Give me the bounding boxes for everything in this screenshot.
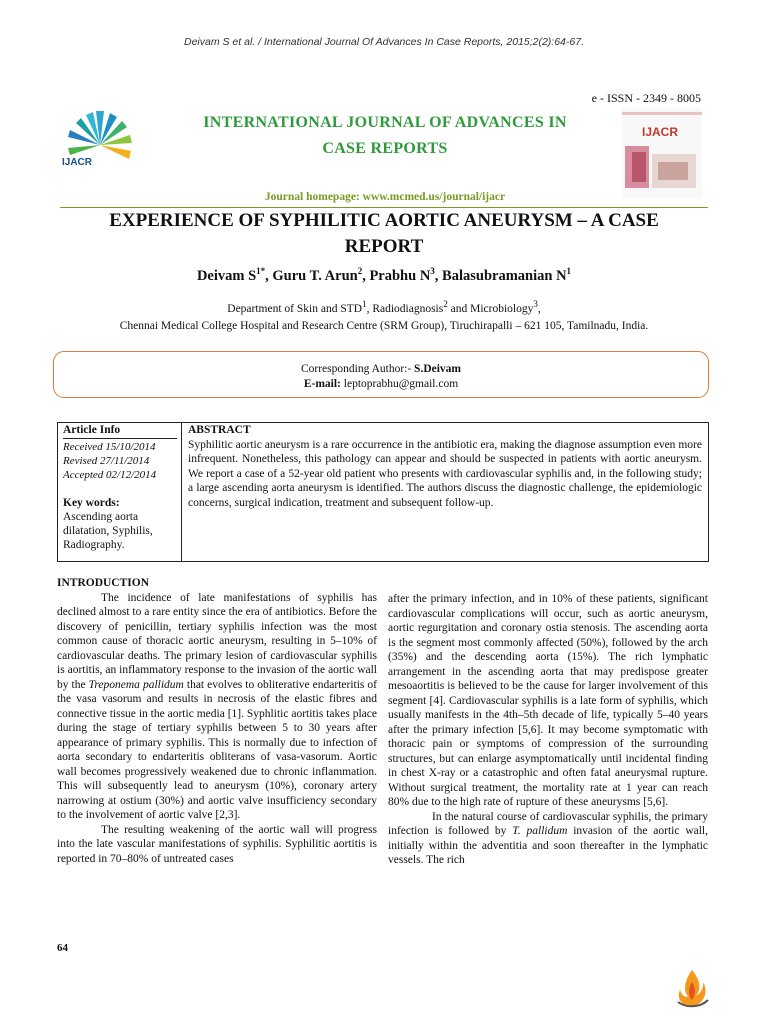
abstract-heading: ABSTRACT bbox=[188, 424, 251, 436]
affiliation-marker: 3 bbox=[533, 299, 538, 310]
affiliation-marker: 2 bbox=[443, 299, 448, 310]
author-name: Prabhu N bbox=[369, 268, 431, 284]
affiliation-text: , Radiodiagnosis bbox=[366, 303, 444, 315]
affiliations bbox=[60, 301, 708, 335]
affiliation-marker: 1 bbox=[362, 299, 367, 310]
italic-term: T. pallidum bbox=[512, 825, 568, 837]
author-affiliation-marker: 2 bbox=[357, 266, 363, 277]
journal-logo-left bbox=[60, 105, 132, 197]
table-divider bbox=[181, 422, 182, 562]
section-heading-introduction: INTRODUCTION bbox=[57, 577, 150, 589]
issn-number: e - ISSN - 2349 - 8005 bbox=[591, 91, 701, 105]
author-name: Deivam S bbox=[196, 268, 257, 284]
author-name: Guru T. Arun bbox=[272, 268, 358, 284]
abstract-text: Syphilitic aortic aneurysm is a rare occurrence in the antibiotic era, making the diagnose assumption even more infrequent. Nonetheless, this pathology can appear and should be suspected in patients with aortic aneurysm. We report a case of a 52-year old patient who presents with cardiovascular syphilis and, in the following study; a large ascending aorta aneurysm is identified. The authors discuss the diagnostic challenge, the epidemiologic concerns, surgical indication, treatment and subsequent follow-up. bbox=[188, 438, 702, 509]
keywords: Ascending aorta dilatation, Syphilis, Radiography. bbox=[63, 511, 153, 551]
journal-title-line2: CASE REPORTS bbox=[322, 140, 448, 157]
italic-term: Treponema pallidum bbox=[88, 678, 184, 691]
affiliation-text: , bbox=[537, 303, 541, 315]
paragraph: The resulting weakening of the aortic wall will progress into the late vascular manifestations of syphilis. Syphilitic aortitis is reported in 70–80% of untreated cases bbox=[57, 823, 377, 865]
logo-emblem-icon bbox=[60, 105, 132, 197]
paragraph bbox=[388, 810, 708, 868]
body-column-right bbox=[388, 592, 708, 868]
citation-header: Deivam S et al. / International Journal Of Advances In Case Reports, 2015;2(2):64-67. bbox=[184, 36, 584, 48]
accepted-date: Accepted 02/12/2014 bbox=[63, 469, 157, 481]
keywords-label: Key words: bbox=[63, 497, 120, 509]
author-affiliation-marker: 1* bbox=[256, 266, 266, 277]
journal-title-line1: INTERNATIONAL JOURNAL OF ADVANCES IN bbox=[203, 114, 567, 131]
paragraph bbox=[57, 591, 377, 823]
author-list bbox=[60, 268, 708, 285]
author-separator: , bbox=[265, 268, 273, 284]
cover-image-icon bbox=[622, 108, 702, 198]
page-number: 64 bbox=[57, 942, 68, 954]
corresponding-name: S.Deivam bbox=[414, 363, 462, 375]
affiliation-line1 bbox=[60, 301, 708, 318]
journal-homepage-link[interactable]: Journal homepage: www.mcmed.us/journal/ijacr bbox=[264, 191, 506, 203]
author-affiliation-marker: 1 bbox=[566, 266, 572, 277]
author-affiliation-marker: 3 bbox=[430, 266, 435, 277]
paragraph-text: In the natural course of cardiovascular syphilis, the primary infection is followed by bbox=[388, 810, 708, 837]
received-date: Received 15/10/2014 bbox=[63, 441, 156, 453]
paragraph-text: that evolves to obliterative endarteritis of the vasa vasorum and results in necrosis of the elastic fibres and connective tissue in the aortic media [1]. Syphlitic aortitis takes place during the stage of tertiary syphilis between 5 to 30 years after appearance of primary syphilis. This is normally due to infection of aorta secondary to endarteritis obliterans of vasa-vasorum. Aortic wall becomes progressively weakened due to chronic inflammation. This will subsequently lead to aneurysm (10%), coronary artery narrowing at ostium (30%) and aortic valve insufficiency secondary to the involvement of aortic valve [2,3]. bbox=[57, 678, 377, 821]
flame-icon bbox=[672, 966, 712, 1010]
body-column-left bbox=[57, 576, 377, 866]
paper-title bbox=[60, 208, 708, 260]
corresponding-label: Corresponding Author:- bbox=[300, 363, 415, 375]
email-label: E-mail: bbox=[303, 378, 344, 390]
journal-title bbox=[150, 110, 620, 162]
svg-text:IJACR: IJACR bbox=[62, 157, 93, 168]
paper-title-line2: REPORT bbox=[344, 236, 424, 257]
publisher-logo bbox=[672, 966, 712, 1010]
affiliation-line2: Chennai Medical College Hospital and Research Centre (SRM Group), Tiruchirapalli – 621 105, Tamilnadu, India. bbox=[119, 320, 649, 332]
paper-title-line1: EXPERIENCE OF SYPHILITIC AORTIC ANEURYSM – A CASE bbox=[109, 210, 659, 231]
affiliation-text: Department of Skin and STD bbox=[227, 303, 363, 315]
email-address[interactable]: leptoprabhu@gmail.com bbox=[343, 378, 459, 390]
svg-text:IJACR: IJACR bbox=[642, 125, 679, 139]
affiliation-text: and Microbiology bbox=[447, 303, 534, 315]
corresponding-author-line bbox=[53, 362, 709, 377]
revised-date: Revised 27/11/2014 bbox=[63, 455, 150, 467]
paragraph: after the primary infection, and in 10% of these patients, significant cardiovascular complications will occur, such as aortic aneurysm, aortic regurgitation and coronary ostia stenosis. The ascending aorta is the segment most commonly affected (50%), followed by the arch (35%) and the descending aorta (15%). The rich lymphatic arrangement in the ascending aorta that may predispose greater mesoaortitis is believed to be the cause for larger involvement of this segment [4]. Cardiovascular syphilis is a late form of syphilis, which usually manifests in the 4th–5th decade of life, typically 5–40 years after the primary infection [5,6]. It may become symptomatic with thoracic pain or symptoms of compression of the surrounding structures, but can enlarge asymptomatically until incidental finding in chest X-ray or a catastrophic and often fatal aneurysmal rupture. Without surgical treatment, the mortality rate at 1 year can reach 80% due to the high rate of rupture of these aneurysms [5,6]. bbox=[388, 593, 708, 808]
author-separator: , bbox=[362, 268, 370, 284]
author-separator: , bbox=[434, 268, 443, 284]
email-line bbox=[53, 377, 709, 392]
paragraph-text: invasion of the aortic wall, initially within the adventitia and soon thereafter in the lymphatic vessels. The rich bbox=[388, 825, 708, 866]
author-name: Balasubramanian N bbox=[442, 268, 567, 284]
corresponding-author bbox=[53, 362, 709, 392]
abstract-panel bbox=[188, 423, 702, 510]
paragraph-text: The incidence of late manifestations of syphilis has declined almost to a rare entity since the era of antibiotics. Before the discovery of penicillin, tertiary syphilis infection was the most common cause of thoracic aortic aneurysm, resulting in 5–10% of cardiovascular deaths. The primary lesion of cardiovascular syphilis is aortitis, an inflammatory response to the invasion of the aortic wall by the bbox=[57, 591, 377, 691]
article-info-panel bbox=[63, 423, 177, 552]
article-info-heading: Article Info bbox=[63, 423, 177, 439]
journal-cover-thumbnail bbox=[622, 108, 702, 198]
